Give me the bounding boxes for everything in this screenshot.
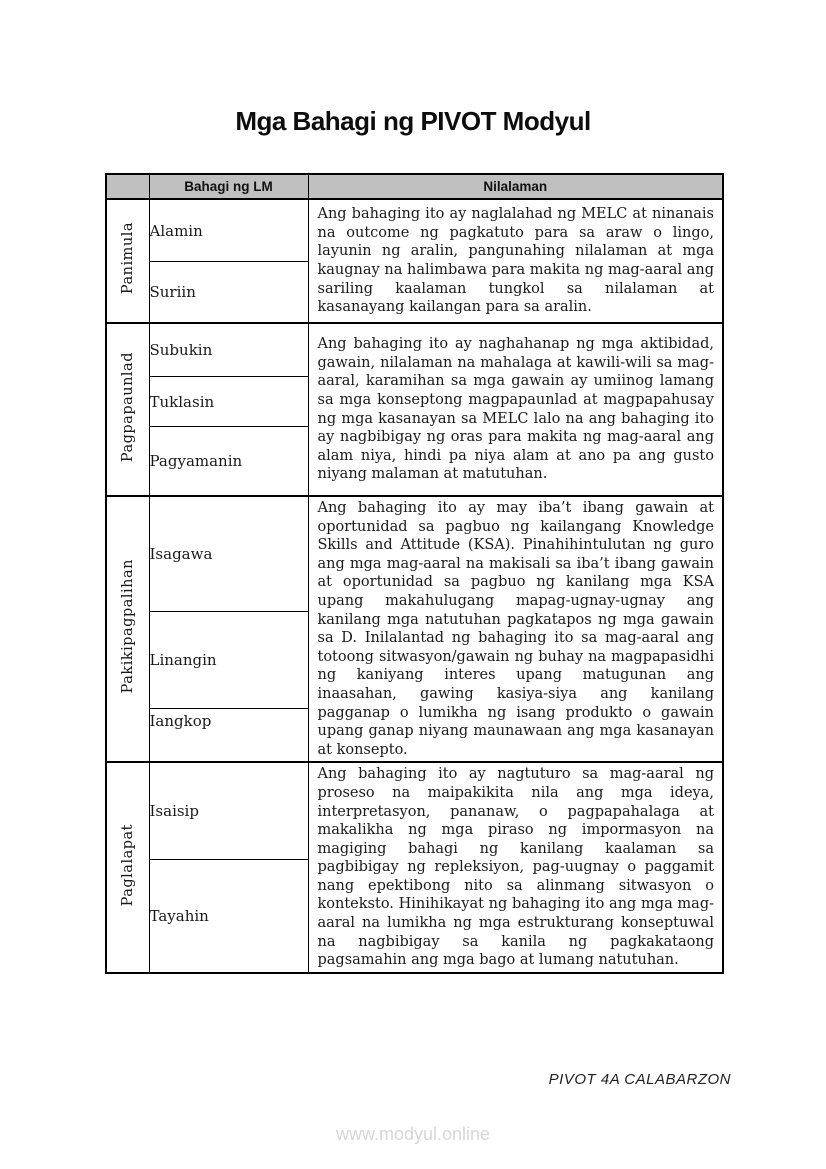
part-cell-iangkop: Iangkop (149, 709, 308, 763)
content-text: Ang bahaging ito ay naghahanap ng mga aktibidad, gawain, nilalaman na mahalaga at kawili-wili sa mag-aaral, karamihan sa mga gawain ay umiinog lamang sa mga konseptong magpapaunlad at magpapahusay ng mga kasanayan sa MELC lalo na ang bahaging ito ay nagbibigay ng oras para makita ng mag-aaral ang alam niya, hindi pa niya alam at ano pa ang gusto niyang malaman at matutuhan. (317, 336, 714, 483)
table-row (106, 323, 723, 377)
part-cell-subukin: Subukin (149, 323, 308, 377)
table-header-row (106, 174, 723, 199)
table-row (106, 199, 723, 262)
part-cell-suriin: Suriin (149, 262, 308, 324)
stage-label: Panimula (119, 222, 136, 295)
part-cell-isagawa: Isagawa (149, 496, 308, 612)
content-text: Ang bahaging ito ay nagtuturo sa mag-aaral ng proseso na maipakikita nila ang mga ideya, interpretasyon, pananaw, o pagpapahalaga at makalikha ng mga piraso ng impormasyon na magiging bahagi ng kanilang kaalaman sa pagbibigay ng repleksiyon, pag-uugnay o paggamit nang epektibong nito sa alinmang sitwasyon o konteksto. Hinihikayat ng bahaging ito ang mga mag-aaral na lumikha ng mga estrukturang konseptuwal na nagbibigay sa kanila ng pagkakataong pagsamahin ang mga bago at lumang natutuhan. (317, 766, 714, 969)
stage-label: Pagpapaunlad (119, 351, 136, 463)
content-cell-pagpapaunlad (308, 323, 723, 496)
content-cell-pakikipagpalihan (308, 496, 723, 762)
header-cell-empty (106, 174, 149, 199)
page-title: Mga Bahagi ng PIVOT Modyul (235, 106, 591, 136)
stage-cell-paglalapat (106, 762, 149, 973)
header-cell-bahagi-ng-lm: Bahagi ng LM (149, 174, 308, 199)
footer-region-label: PIVOT 4A CALABARZON (548, 1071, 731, 1088)
table-row (106, 496, 723, 612)
stage-cell-pakikipagpalihan (106, 496, 149, 762)
part-cell-tuklasin: Tuklasin (149, 377, 308, 427)
part-cell-isaisip: Isaisip (149, 762, 308, 860)
stage-cell-pagpapaunlad (106, 323, 149, 496)
stage-label: Paglalapat (119, 823, 136, 907)
stage-cell-panimula (106, 199, 149, 323)
part-cell-pagyamanin: Pagyamanin (149, 427, 308, 497)
content-text: Ang bahaging ito ay may iba’t ibang gawain at oportunidad sa pagbuo ng kailangang Knowledge Skills and Attitude (KSA). Pinahihintulutan ng guro ang mga mag-aaral na makisali sa iba’t ibang gawain at oportunidad sa pagbuo ng kanilang mga KSA upang makahulugang mapag-ugnay-ugnay ang kanilang mga natutuhan pagkatapos ng mga gawain sa D. Inilalantad ng bahaging ito sa mag-aaral ang totoong sitwasyon/gawain ng buhay na magpapasidhi ng kaniyang interes upang matugunan ang inaasahan, gawing kasiya-siya ang kanilang pagganap o lumikha ng isang produkto o gawain upang ganap niyang maunawaan ang mga kasanayan at konsepto. (317, 500, 714, 758)
watermark-url: www.modyul.online (335, 1124, 491, 1144)
part-cell-alamin: Alamin (149, 199, 308, 262)
stage-label: Pakikipagpalihan (119, 559, 136, 694)
part-cell-tayahin: Tayahin (149, 860, 308, 973)
content-cell-paglalapat (308, 762, 723, 973)
pivot-parts-table (105, 173, 724, 974)
part-cell-linangin: Linangin (149, 612, 308, 709)
header-cell-nilalaman: Nilalaman (308, 174, 723, 199)
table-row (106, 762, 723, 860)
content-text: Ang bahaging ito ay naglalahad ng MELC at ninanais na outcome ng pagkatuto para sa araw o lingo, layunin ng aralin, pangunahing nilalaman at mga kaugnay na halimbawa para makita ng mag-aaral ang sariling kaalaman tungkol sa nilalaman at kasanayang kailangan para sa aralin. (317, 206, 714, 316)
content-cell-panimula (308, 199, 723, 323)
